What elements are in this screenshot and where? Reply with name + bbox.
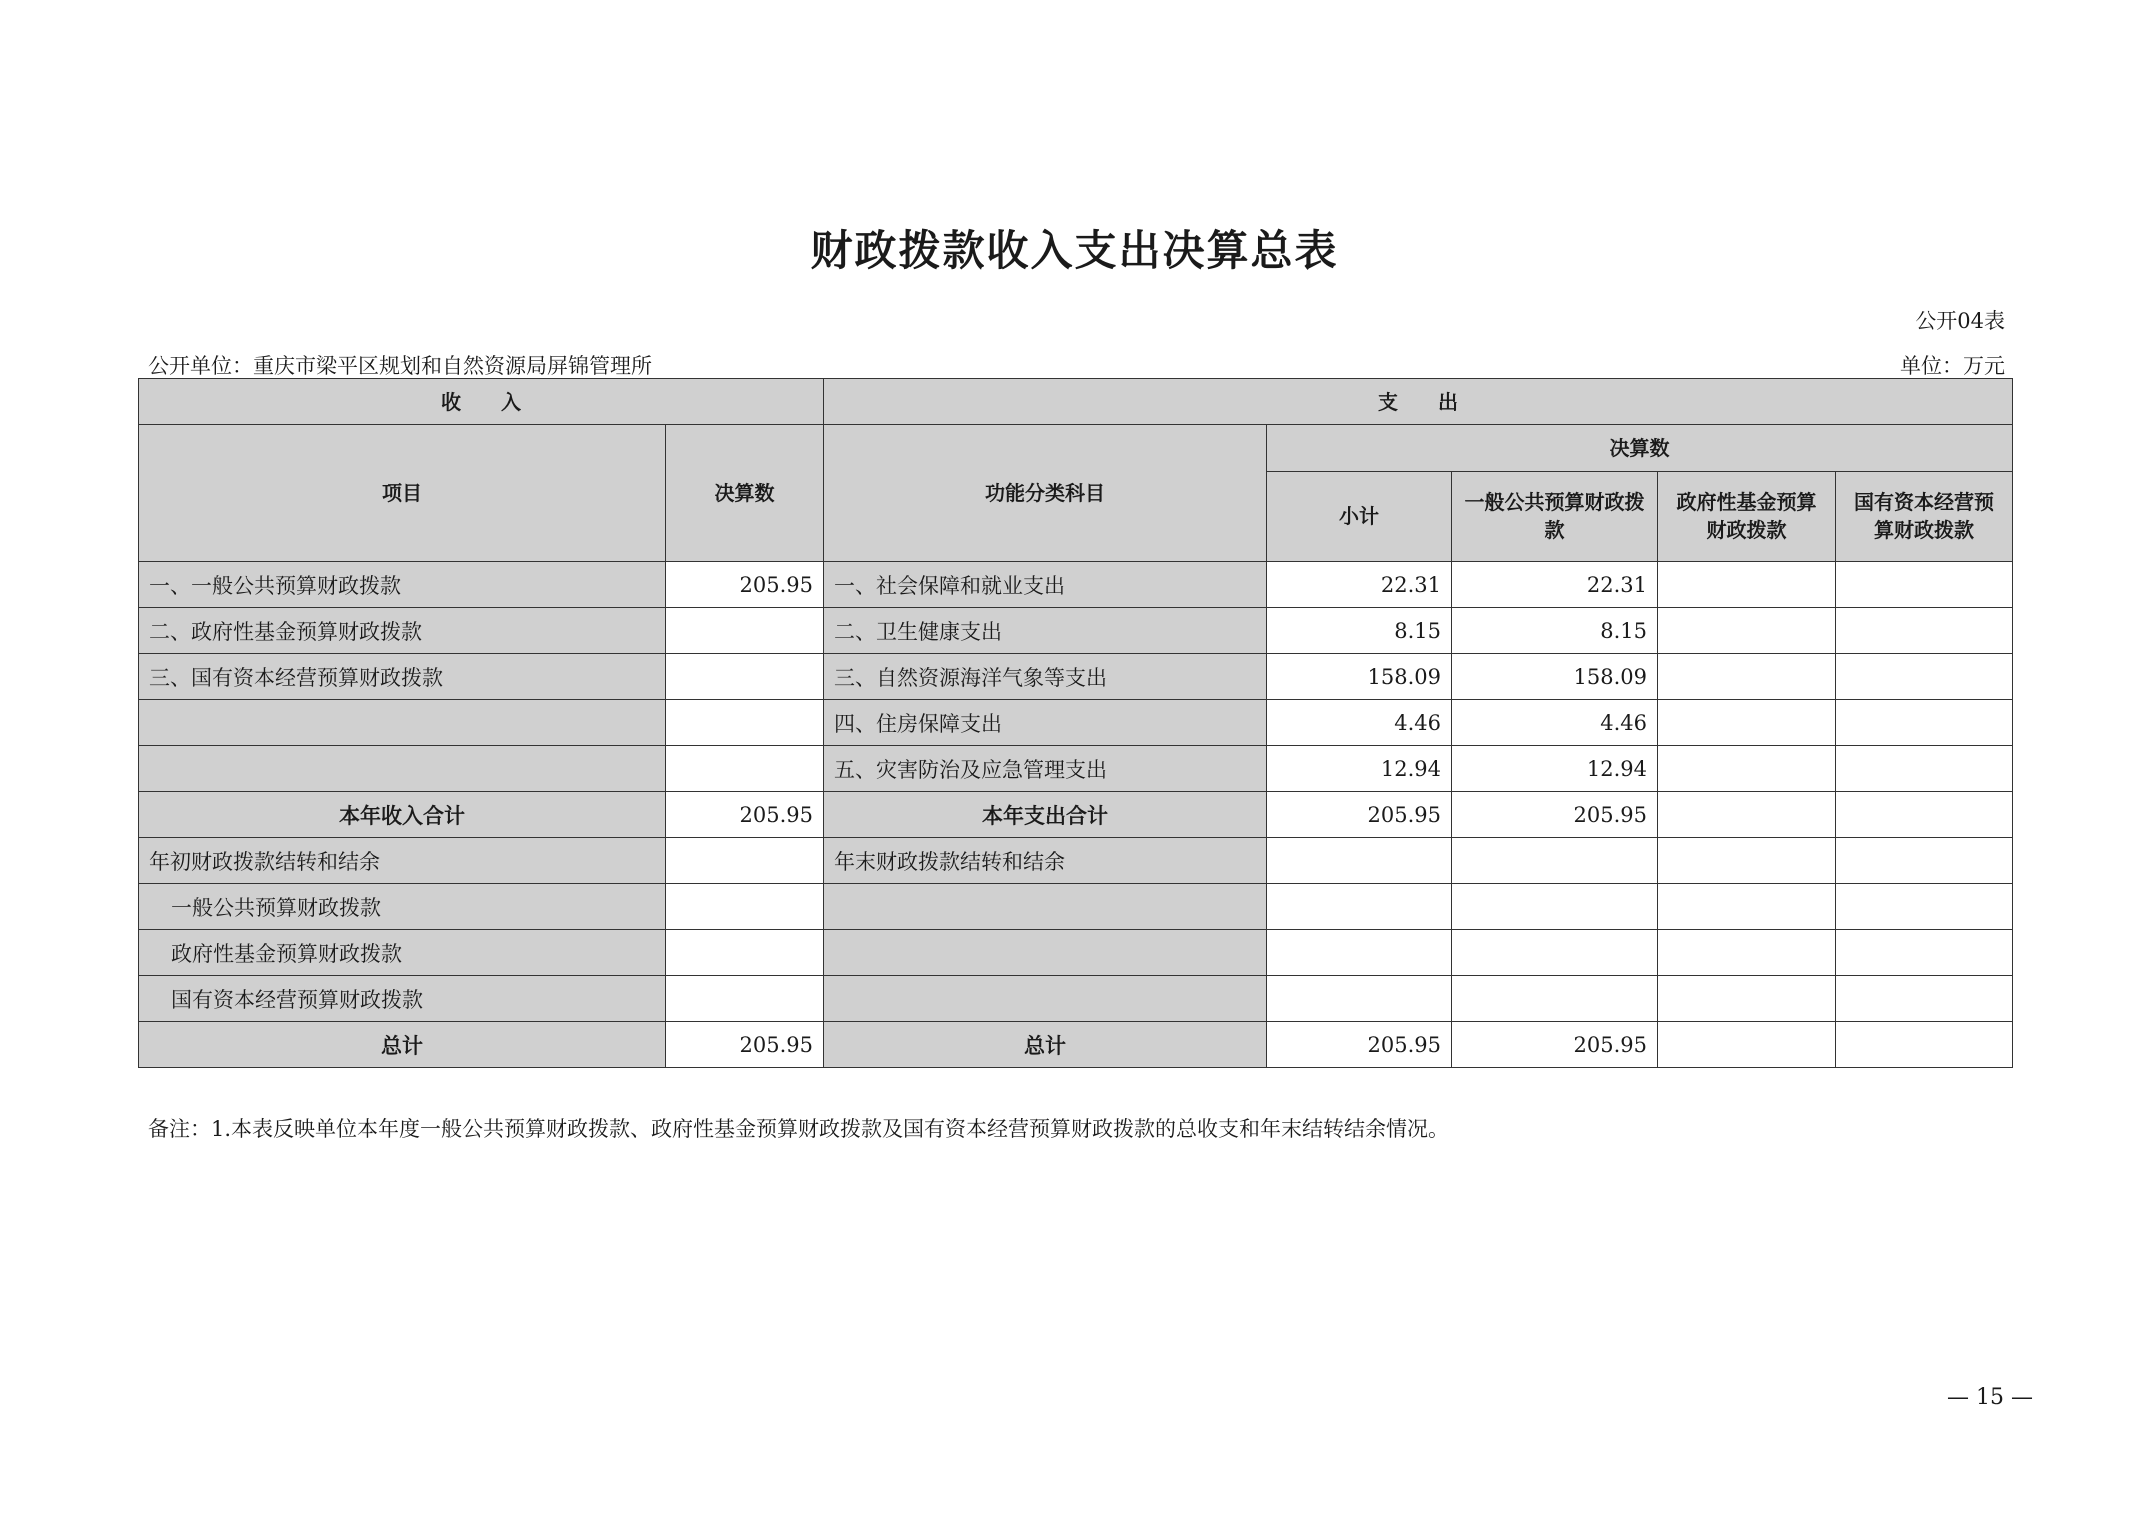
general-cell xyxy=(1452,838,1658,884)
state-capital-cell xyxy=(1836,838,2013,884)
expense-item: 二、卫生健康支出 xyxy=(824,608,1267,654)
expense-item xyxy=(824,976,1267,1022)
subtotal-cell xyxy=(1267,884,1452,930)
subtotal-cell: 205.95 xyxy=(1267,792,1452,838)
subtotal-cell: 205.95 xyxy=(1267,1022,1452,1068)
income-amount: 205.95 xyxy=(666,1022,824,1068)
grand-total-label: 总计 xyxy=(824,1022,1267,1068)
expense-item xyxy=(824,884,1267,930)
gov-fund-cell xyxy=(1658,930,1836,976)
general-cell: 4.46 xyxy=(1452,700,1658,746)
gov-fund-cell xyxy=(1658,746,1836,792)
income-amount xyxy=(666,884,824,930)
general-header: 一般公共预算财政拨款 xyxy=(1452,471,1658,561)
income-amount xyxy=(666,654,824,700)
general-cell xyxy=(1452,976,1658,1022)
subtotal-cell: 158.09 xyxy=(1267,654,1452,700)
final-amount-header: 决算数 xyxy=(1267,425,2013,472)
currency-unit: 单位：万元 xyxy=(1900,354,2005,378)
income-header: 收 入 xyxy=(139,379,824,425)
expense-total-label: 本年支出合计 xyxy=(824,792,1267,838)
income-amount: 205.95 xyxy=(666,562,824,608)
state-capital-cell xyxy=(1836,700,2013,746)
subtotal-cell xyxy=(1267,930,1452,976)
gov-fund-cell xyxy=(1658,792,1836,838)
income-item: 三、国有资本经营预算财政拨款 xyxy=(139,654,666,700)
gov-fund-cell xyxy=(1658,654,1836,700)
table-row xyxy=(139,930,2013,976)
income-item: 政府性基金预算财政拨款 xyxy=(139,930,666,976)
table-row xyxy=(139,700,2013,746)
expense-item: 五、灾害防治及应急管理支出 xyxy=(824,746,1267,792)
table-row xyxy=(139,608,2013,654)
general-cell: 158.09 xyxy=(1452,654,1658,700)
subtotal-cell xyxy=(1267,976,1452,1022)
table-row xyxy=(139,884,2013,930)
state-capital-cell xyxy=(1836,746,2013,792)
state-capital-cell xyxy=(1836,884,2013,930)
income-amount xyxy=(666,746,824,792)
reporting-unit: 公开单位：重庆市梁平区规划和自然资源局屏锦管理所 xyxy=(148,354,652,378)
table-row xyxy=(139,562,2013,608)
expense-item xyxy=(824,930,1267,976)
general-cell: 8.15 xyxy=(1452,608,1658,654)
gov-fund-cell xyxy=(1658,562,1836,608)
income-item: 国有资本经营预算财政拨款 xyxy=(139,976,666,1022)
state-capital-cell xyxy=(1836,976,2013,1022)
income-item: 年初财政拨款结转和结余 xyxy=(139,838,666,884)
func-class-header: 功能分类科目 xyxy=(824,425,1267,562)
page-number: — 15 — xyxy=(1947,1385,2033,1410)
state-capital-header: 国有资本经营预算财政拨款 xyxy=(1836,471,2013,561)
income-item: 一、一般公共预算财政拨款 xyxy=(139,562,666,608)
income-item: 一般公共预算财政拨款 xyxy=(139,884,666,930)
subtotal-cell xyxy=(1267,838,1452,884)
general-cell: 22.31 xyxy=(1452,562,1658,608)
gov-fund-header: 政府性基金预算财政拨款 xyxy=(1658,471,1836,561)
subtotal-cell: 8.15 xyxy=(1267,608,1452,654)
income-total-label: 本年收入合计 xyxy=(139,792,666,838)
income-item: 二、政府性基金预算财政拨款 xyxy=(139,608,666,654)
expense-header: 支 出 xyxy=(824,379,2013,425)
general-cell: 205.95 xyxy=(1452,1022,1658,1068)
grand-total-label: 总计 xyxy=(139,1022,666,1068)
table-row xyxy=(139,654,2013,700)
subtotal-header: 小计 xyxy=(1267,471,1452,561)
subtotal-cell: 22.31 xyxy=(1267,562,1452,608)
table-row xyxy=(139,838,2013,884)
state-capital-cell xyxy=(1836,930,2013,976)
general-cell xyxy=(1452,884,1658,930)
expense-item: 四、住房保障支出 xyxy=(824,700,1267,746)
income-amount xyxy=(666,930,824,976)
general-cell: 205.95 xyxy=(1452,792,1658,838)
table-row xyxy=(139,976,2013,1022)
amount-header: 决算数 xyxy=(666,425,824,562)
state-capital-cell xyxy=(1836,792,2013,838)
table-row xyxy=(139,1022,2013,1068)
budget-table xyxy=(138,378,2013,1068)
income-amount: 205.95 xyxy=(666,792,824,838)
footnote: 备注：1.本表反映单位本年度一般公共预算财政拨款、政府性基金预算财政拨款及国有资本经营预算财政拨款的总收支和年末结转结余情况。 xyxy=(148,1117,1450,1141)
subtotal-cell: 4.46 xyxy=(1267,700,1452,746)
gov-fund-cell xyxy=(1658,608,1836,654)
income-amount xyxy=(666,976,824,1022)
table-row xyxy=(139,746,2013,792)
general-cell xyxy=(1452,930,1658,976)
subtotal-cell: 12.94 xyxy=(1267,746,1452,792)
income-item xyxy=(139,700,666,746)
gov-fund-cell xyxy=(1658,700,1836,746)
gov-fund-cell xyxy=(1658,884,1836,930)
gov-fund-cell xyxy=(1658,838,1836,884)
income-item xyxy=(139,746,666,792)
page-title: 财政拨款收入支出决算总表 xyxy=(810,226,1339,275)
state-capital-cell xyxy=(1836,1022,2013,1068)
general-cell: 12.94 xyxy=(1452,746,1658,792)
income-amount xyxy=(666,700,824,746)
item-header: 项目 xyxy=(139,425,666,562)
gov-fund-cell xyxy=(1658,976,1836,1022)
state-capital-cell xyxy=(1836,562,2013,608)
state-capital-cell xyxy=(1836,608,2013,654)
expense-item: 三、自然资源海洋气象等支出 xyxy=(824,654,1267,700)
income-amount xyxy=(666,608,824,654)
expense-item: 年末财政拨款结转和结余 xyxy=(824,838,1267,884)
state-capital-cell xyxy=(1836,654,2013,700)
form-number: 公开04表 xyxy=(1915,309,2005,333)
gov-fund-cell xyxy=(1658,1022,1836,1068)
table-row xyxy=(139,792,2013,838)
income-amount xyxy=(666,838,824,884)
expense-item: 一、社会保障和就业支出 xyxy=(824,562,1267,608)
